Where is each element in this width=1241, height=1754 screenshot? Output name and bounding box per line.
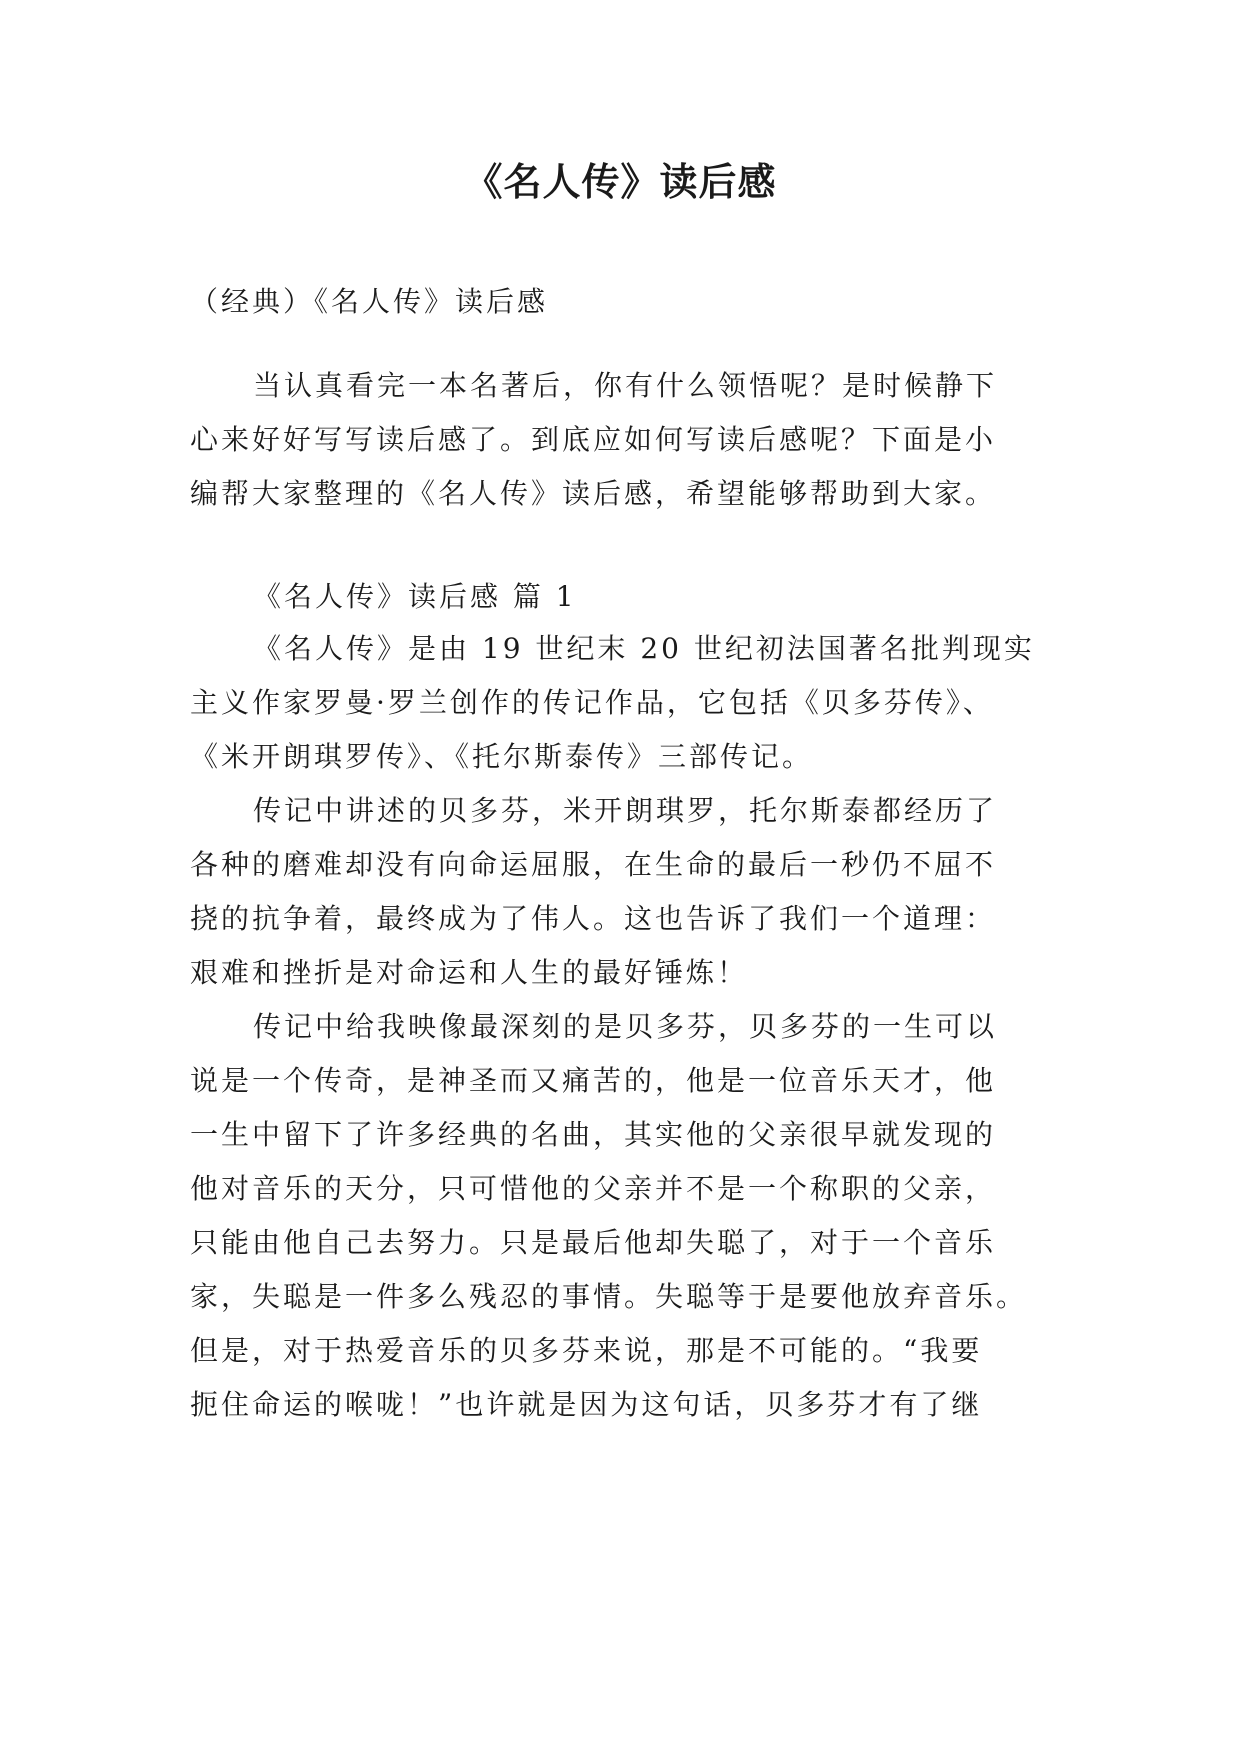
paragraph-line: 传记中给我映像最深刻的是贝多芬，贝多芬的一生可以 — [253, 1010, 998, 1043]
paragraph-line: 但是，对于热爱音乐的贝多芬来说，那是不可能的。“我要 — [190, 1334, 983, 1367]
paragraph-line: 当认真看完一本名著后，你有什么领悟呢？是时候静下 — [253, 369, 998, 402]
paragraph-line: 他对音乐的天分，只可惜他的父亲并不是一个称职的父亲， — [190, 1172, 997, 1205]
document-title: 《名人传》读后感 — [464, 159, 777, 204]
paragraph-line: 艰难和挫折是对命运和人生的最好锤炼！ — [190, 956, 749, 989]
paragraph-line: 挠的抗争着，最终成为了伟人。这也告诉了我们一个道理： — [190, 902, 997, 935]
paragraph-line: 只能由他自己去努力。只是最后他却失聪了，对于一个音乐 — [190, 1226, 997, 1259]
paragraph-line: 传记中讲述的贝多芬，米开朗琪罗，托尔斯泰都经历了 — [253, 794, 998, 827]
paragraph-line: 《米开朗琪罗传》、《托尔斯泰传》三部传记。 — [190, 740, 814, 773]
section-heading: 《名人传》读后感 篇 1 — [253, 580, 577, 613]
paragraph-line: 编帮大家整理的《名人传》读后感，希望能够帮助到大家。 — [190, 477, 997, 510]
paragraph-line: 各种的磨难却没有向命运屈服，在生命的最后一秒仍不屈不 — [190, 848, 997, 881]
paragraph-line: 扼住命运的喉咙！”也许就是因为这句话，贝多芬才有了继 — [190, 1388, 983, 1421]
paragraph-line: 一生中留下了许多经典的名曲，其实他的父亲很早就发现的 — [190, 1118, 997, 1151]
paragraph-line: 家，失聪是一件多么残忍的事情。失聪等于是要他放弃音乐。 — [190, 1280, 1028, 1313]
paragraph-line: 说是一个传奇，是神圣而又痛苦的，他是一位音乐天才，他 — [190, 1064, 997, 1097]
paragraph-line: 《名人传》是由 19 世纪末 20 世纪初法国著名批判现实 — [253, 632, 1035, 665]
paragraph-line: 心来好好写写读后感了。到底应如何写读后感呢？下面是小 — [190, 423, 997, 456]
paragraph-line: 主义作家罗曼·罗兰创作的传记作品，它包括《贝多芬传》、 — [190, 686, 994, 719]
document-subtitle: （经典）《名人传》读后感 — [190, 285, 549, 318]
